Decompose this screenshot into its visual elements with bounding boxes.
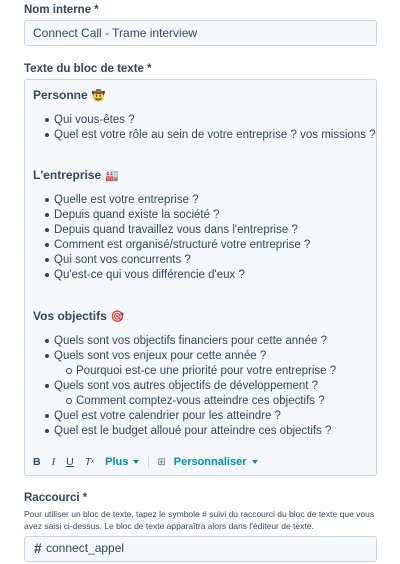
target-emoji-icon: 🎯 (110, 311, 125, 323)
list-item: Quels sont vos autres objectifs de développement ? (25, 379, 336, 394)
toolbar-divider (148, 456, 149, 468)
section-list-objectifs (25, 334, 336, 439)
chevron-down-icon (133, 460, 139, 464)
shortcut-help-text: Pour utiliser un bloc de texte, tapez le symbole # suivi du raccourci du bloc de texte que vous avez saisi ci-dessus. Le bloc de texte apparaîtra alors dans l'éditeur de texte. (24, 509, 375, 531)
list-item: Depuis quand existe la société ? (25, 208, 310, 223)
clear-format-button[interactable]: T x (84, 456, 95, 468)
italic-button[interactable]: I (51, 456, 56, 468)
list-item: Quel est votre rôle au sein de votre entreprise ? vos missions ? (25, 128, 376, 143)
list-item: Depuis quand travaillez vous dans l'entreprise ? (25, 223, 310, 238)
personalize-dropdown[interactable]: Personnaliser (174, 456, 258, 468)
internal-name-value: Connect Call - Trame interview (33, 26, 198, 40)
bold-button[interactable]: B (33, 456, 41, 468)
list-item: Quels sont vos objectifs financiers pour cette année ? (25, 334, 336, 349)
chevron-down-icon (252, 460, 258, 464)
required-marker: * (82, 492, 88, 504)
shortcut-value: connect_appel (46, 541, 125, 555)
section-list-personne (25, 113, 376, 143)
section-list-entreprise (25, 193, 310, 283)
section-title-personne: Personne 🤠 (33, 88, 106, 102)
internal-name-label: Nom interne * (24, 4, 99, 16)
list-item: Quel est le budget alloué pour atteindre ces objectifs ? (25, 424, 336, 439)
clear-format-icon: T (84, 456, 92, 468)
section-title-entreprise: L'entreprise 🏭 (33, 168, 119, 182)
list-item-nested: Comment comptez-vous atteindre ces objectifs ? (25, 394, 336, 409)
section-title-objectifs: Vos objectifs 🎯 (33, 309, 125, 323)
shortcut-label: Raccourci * (24, 492, 88, 504)
text-block-label: Texte du bloc de texte * (24, 63, 152, 75)
more-dropdown[interactable]: Plus (105, 456, 139, 468)
list-item: Quelle est votre entreprise ? (25, 193, 310, 208)
underline-button[interactable]: U (66, 456, 74, 468)
internal-name-input[interactable] (24, 20, 377, 46)
list-item: Qui vous-êtes ? (25, 113, 376, 128)
required-marker: * (94, 4, 99, 16)
required-marker: * (146, 63, 152, 75)
list-item: Quels sont vos enjeux pour cette année ? (25, 349, 336, 364)
list-item: Comment est organisé/structuré votre entreprise ? (25, 238, 310, 253)
editor-toolbar (33, 455, 265, 469)
list-item: Qui sont vos concurrents ? (25, 253, 310, 268)
factory-emoji-icon: 🏭 (105, 170, 119, 182)
list-item-nested: Pourquoi est-ce une priorité pour votre entreprise ? (25, 364, 336, 379)
hash-prefix: # (34, 540, 42, 556)
list-item: Qu'est-ce qui vous différencie d'eux ? (25, 268, 310, 283)
personalize-icon: ⊞ (157, 456, 166, 468)
rich-text-editor[interactable] (24, 79, 377, 476)
list-item: Quel est votre calendrier pour les atteindre ? (25, 409, 336, 424)
cowboy-emoji-icon: 🤠 (91, 90, 106, 102)
